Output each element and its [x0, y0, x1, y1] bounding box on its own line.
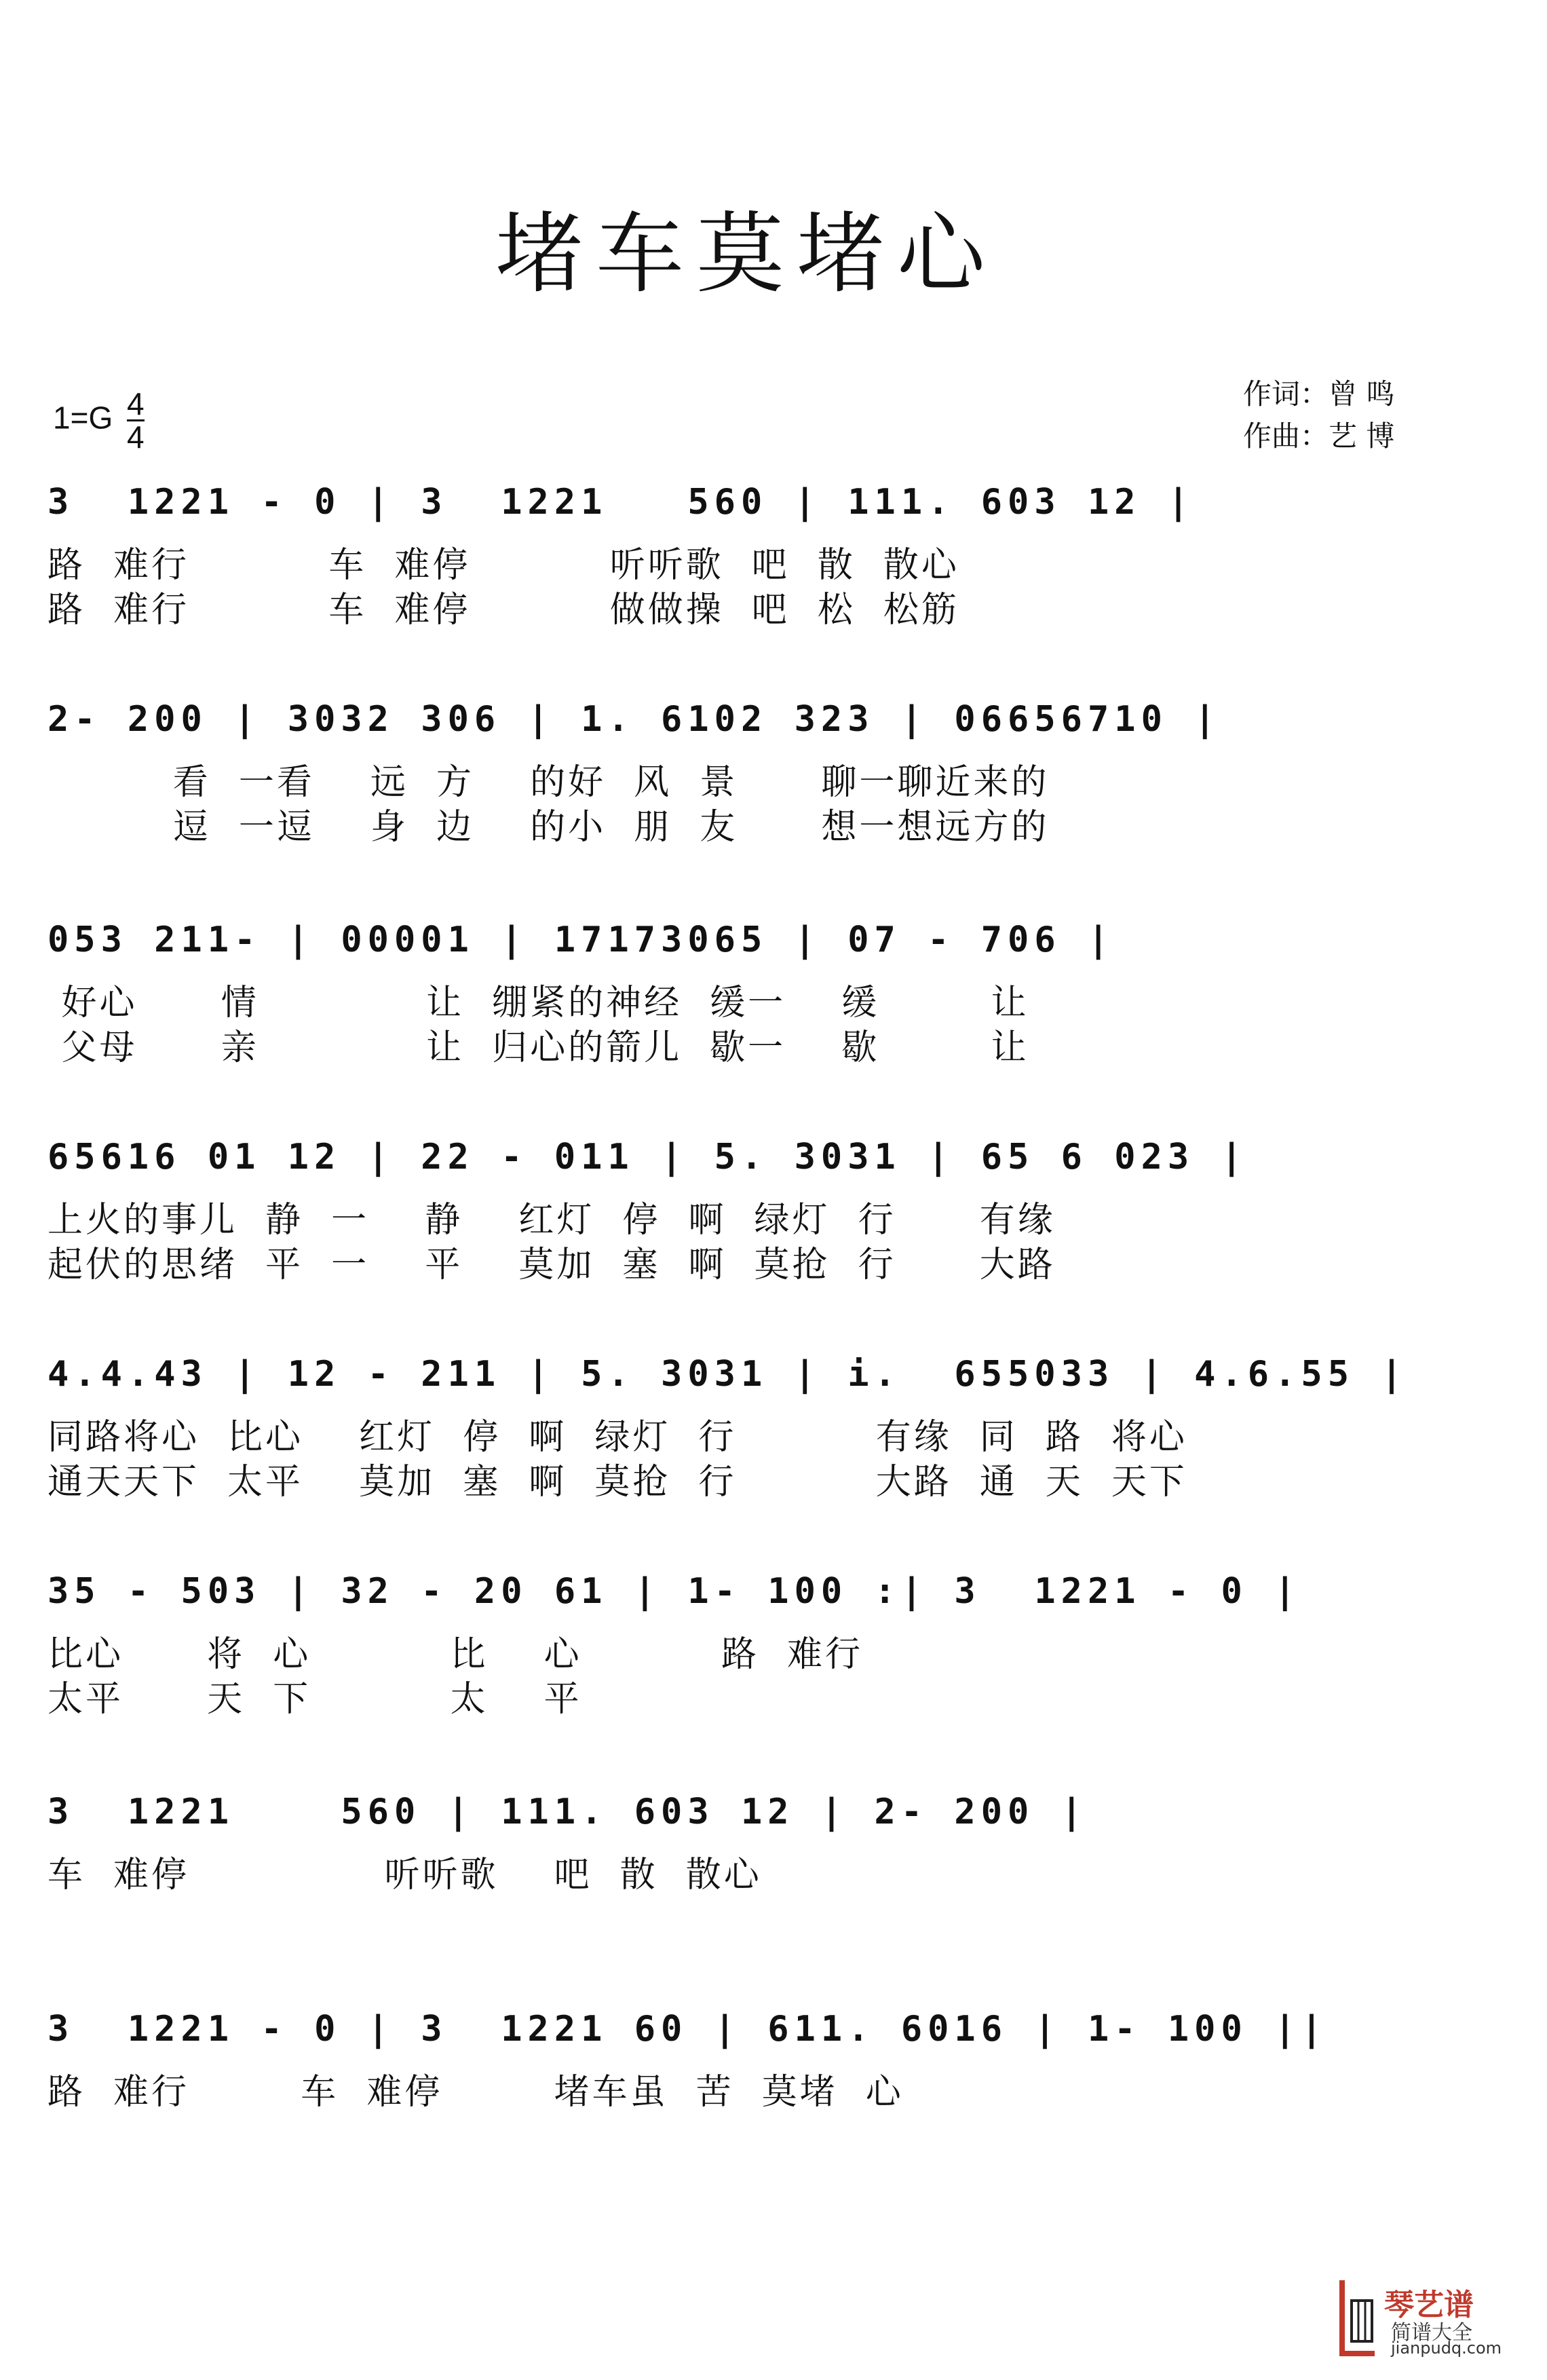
- watermark-subtitle: 简谱大全: [1391, 2321, 1472, 2345]
- lyric-verse-1: 比心 将 心 比 心 路 难行: [47, 1634, 863, 1675]
- score-system-8: [47, 1988, 1432, 2115]
- lyric-verse-2: 路 难行 车 难停 做做操 吧 松 松筋: [47, 590, 959, 630]
- score-system-5: [47, 1334, 1432, 1505]
- score-system-1: [47, 461, 1432, 632]
- notation-line: 3 1221 - 0 | 3 1221 560 | 111. 603 12 |: [47, 482, 1195, 523]
- lyric-verse-1: 路 难行 车 难停 堵车虽 苦 莫堵 心: [47, 2072, 904, 2113]
- score-system-4: [47, 1116, 1432, 1287]
- notation-line: 053 211- | 00001 | 17173065 | 07 - 706 |: [47, 920, 1115, 960]
- notation-line: 3 1221 560 | 111. 603 12 | 2- 200 |: [47, 1792, 1088, 1832]
- piano-logo-icon: [1337, 2273, 1380, 2362]
- score-system-2: [47, 679, 1432, 850]
- score-system-7: [47, 1771, 1432, 1897]
- watermark-brand: 琴艺谱: [1384, 2288, 1474, 2322]
- score-system-6: [47, 1551, 1432, 1722]
- lyric-verse-1: 同路将心 比心 红灯 停 啊 绿灯 行 有缘 同 路 将心: [47, 1417, 1187, 1458]
- notation-line: 2- 200 | 3032 306 | 1. 6102 323 | 06656710 |: [47, 699, 1221, 740]
- key-label: 1=G: [53, 400, 113, 436]
- lyric-verse-1: 看 一看 远 方 的好 风 景 聊一聊近来的: [47, 762, 1050, 803]
- time-top: 4: [127, 386, 145, 421]
- lyricist-credit: 作词：曾 鸣: [1243, 377, 1395, 411]
- time-signature: [127, 388, 145, 453]
- notation-line: 65616 01 12 | 22 - 011 | 5. 3031 | 65 6 023 |: [47, 1137, 1248, 1177]
- lyric-verse-2: 父母 亲 让 归心的箭儿 歇一 歇 让: [47, 1027, 1029, 1068]
- score-system-3: [47, 899, 1432, 1070]
- time-bottom: 4: [127, 419, 145, 455]
- notation-line: 3 1221 - 0 | 3 1221 60 | 611. 6016 | 1- 100 ||: [47, 2009, 1328, 2050]
- lyric-verse-2: 通天天下 太平 莫加 塞 啊 莫抢 行 大路 通 天 天下: [47, 1462, 1187, 1503]
- lyric-verse-1: 路 难行 车 难停 听听歌 吧 散 散心: [47, 545, 959, 586]
- lyric-verse-2: 太平 天 下 太 平: [47, 1679, 582, 1720]
- notation-line: 4.4.43 | 12 - 211 | 5. 3031 | i. 655033 | 4.6.55 |: [47, 1354, 1408, 1395]
- credits: [1243, 373, 1394, 457]
- notation-line: 35 - 503 | 32 - 20 61 | 1- 100 :| 3 1221 - 0 |: [47, 1571, 1301, 1612]
- lyric-verse-1: 好心 情 让 绷紧的神经 缓一 缓 让: [47, 983, 1029, 1023]
- lyric-verse-2: 起伏的思绪 平 一 平 莫加 塞 啊 莫抢 行 大路: [47, 1245, 1056, 1285]
- watermark-site: jianpudq.com: [1391, 2339, 1502, 2358]
- lyric-verse-1: 车 难停 听听歌 吧 散 散心: [47, 1855, 762, 1895]
- lyric-verse-1: 上火的事儿 静 一 静 红灯 停 啊 绿灯 行 有缘: [47, 1200, 1056, 1241]
- lyric-verse-2: 逗 一逗 身 边 的小 朋 友 想一想远方的: [47, 807, 1050, 848]
- key-signature: [53, 388, 145, 453]
- composer-credit: 作曲：艺 博: [1243, 419, 1395, 453]
- score-title: 堵车莫堵心: [495, 202, 997, 305]
- site-watermark: [1337, 2273, 1540, 2368]
